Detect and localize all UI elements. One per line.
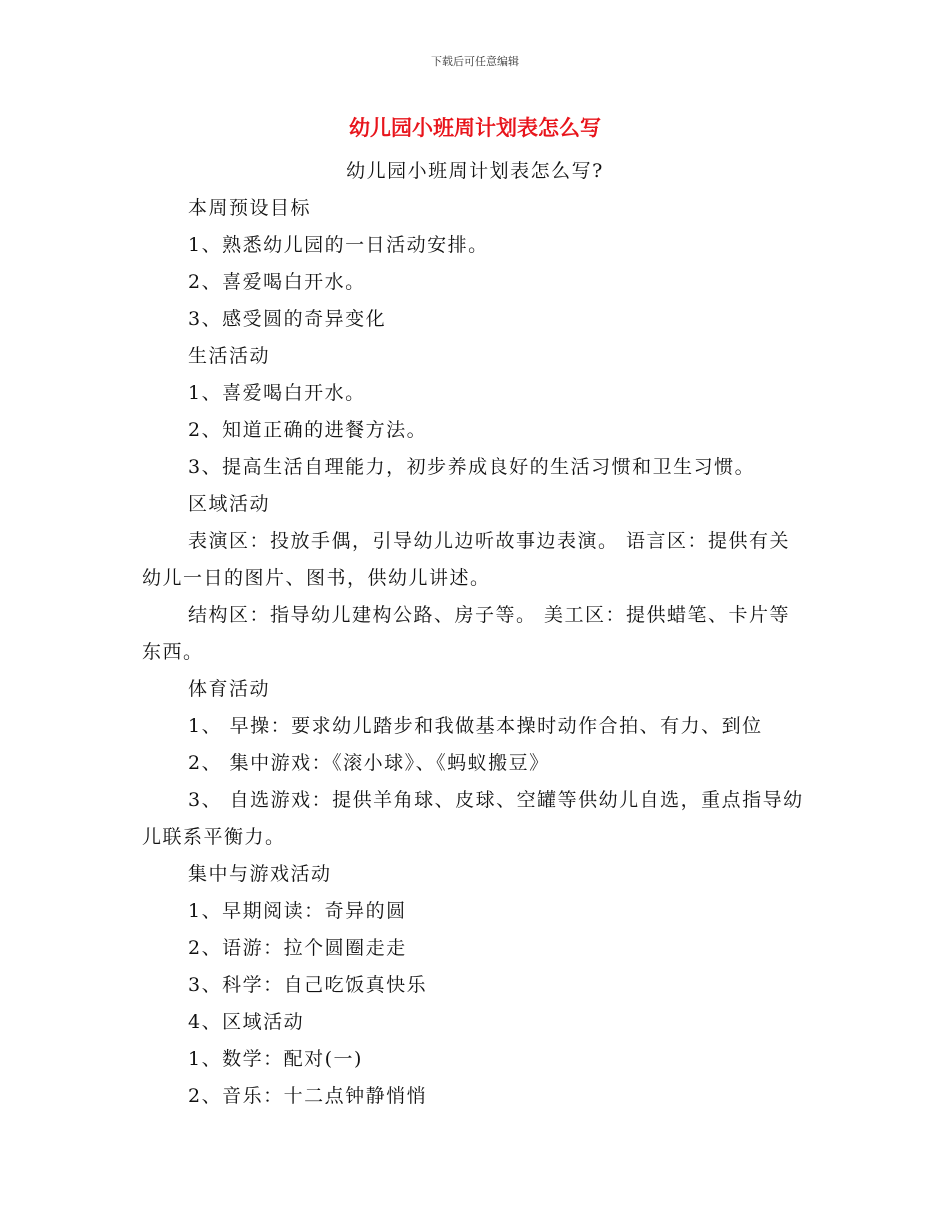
list-item: 1、喜爱喝白开水。	[188, 382, 366, 404]
list-item: 1、数学：配对(一)	[188, 1048, 363, 1070]
list-item: 3、感受圆的奇异变化	[188, 308, 387, 330]
list-item: 2、知道正确的进餐方法。	[188, 419, 428, 441]
list-item: 1、熟悉幼儿园的一日活动安排。	[188, 234, 489, 256]
document-title: 幼儿园小班周计划表怎么写	[349, 116, 601, 140]
document-body	[142, 153, 808, 1115]
section-heading-group: 集中与游戏活动	[188, 863, 332, 885]
list-item: 1、早期阅读：奇异的圆	[188, 900, 407, 922]
list-item: 3、提高生活自理能力，初步养成良好的生活习惯和卫生习惯。	[188, 456, 756, 478]
list-item: 4、区域活动	[188, 1011, 305, 1033]
list-item: 2、 集中游戏：《滚小球》、《蚂蚁搬豆》	[188, 752, 550, 774]
paragraph: 3、 自选游戏：提供羊角球、皮球、空罐等供幼儿自选，重点指导幼儿联系平衡力。	[142, 789, 804, 848]
section-heading-goals: 本周预设目标	[188, 197, 312, 219]
paragraph: 表演区：投放手偶，引导幼儿边听故事边表演。 语言区：提供有关幼儿一日的图片、图书，供幼儿讲述。	[142, 530, 791, 589]
list-item: 2、语游：拉个圆圈走走	[188, 937, 407, 959]
list-item: 2、喜爱喝白开水。	[188, 271, 366, 293]
section-heading-area: 区域活动	[188, 493, 271, 515]
section-heading-pe: 体育活动	[188, 678, 271, 700]
list-item: 3、科学：自己吃饭真快乐	[188, 974, 428, 996]
header-note: 下载后可任意编辑	[431, 55, 519, 68]
section-heading-life: 生活活动	[188, 345, 271, 367]
list-item: 1、 早操：要求幼儿踏步和我做基本操时动作合拍、有力、到位	[188, 715, 763, 737]
document-subtitle: 幼儿园小班周计划表怎么写?	[346, 160, 604, 182]
paragraph: 结构区：指导幼儿建构公路、房子等。 美工区：提供蜡笔、卡片等东西。	[142, 604, 791, 663]
list-item: 2、音乐：十二点钟静悄悄	[188, 1085, 428, 1107]
